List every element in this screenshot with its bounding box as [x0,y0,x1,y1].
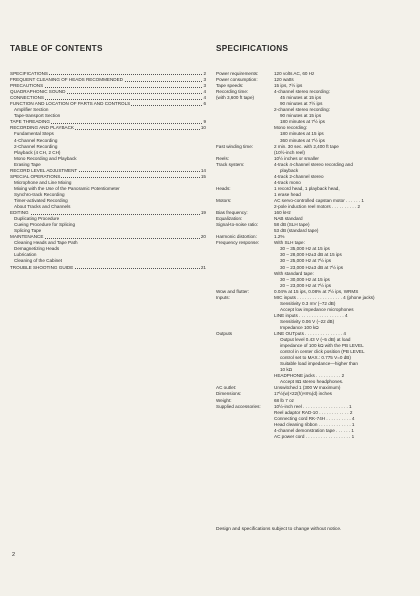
spec-value: With standard tape: [274,270,314,276]
spec-label: Tape speeds: [216,83,244,89]
toc-entry-text: Duplicating Procedure [14,216,60,222]
spec-value: With SLH tape: [274,240,305,246]
toc-entry-text: SPECIAL OPERATIONS [10,173,61,179]
toc-entry-text: Tape-transport Section [14,113,61,119]
spec-label: Weight: [216,397,232,403]
spec-label: (with 3,600 ft tape) [216,95,255,101]
spec-value: 30 – 28,000 Hz±3 dB at 15 ips [280,252,342,258]
toc-entry-text: RECORDING AND PLAYBACK [10,125,74,131]
spec-value: 360 minutes at 7½ ips [280,137,325,143]
spec-values [274,404,416,440]
spec-value: 180 minutes at 15 ips [280,131,324,137]
toc-entry-text: 4-Channel Recording [14,137,58,143]
spec-value: control set to MAX.: 0.775 V=0 dB) [280,355,351,361]
toc-entry-text: Splicing Tape [14,228,42,234]
spec-label: Power consumption: [216,77,258,83]
spec-value: 180 minutes at 7½ ips [280,119,325,125]
toc-entry-text: TROUBLE SHOOTING GUIDE [10,264,74,270]
spec-value: 1 record head, 1 playback head, [274,185,340,191]
toc-entry-text: Fundamental Steps [14,131,54,137]
spec-value: LINE inputs . . . . . . . . . . . . . . . . . . 4 [274,312,348,318]
spec-value: MIC inputs . . . . . . . . . . . . . . . . . . 4 (phone jacks) [274,294,375,300]
toc-heading: TABLE OF CONTENTS [10,44,103,53]
spec-value: 2 min. 30 sec. with 2,400 ft tape [274,143,339,149]
spec-label: Signal-to-noise ratio: [216,222,259,228]
toc-entry-text: 2-Channel Recording [14,143,58,149]
spec-value: 58 dB (SLH tape) [274,222,310,228]
spec-values [274,186,416,198]
spec-label: Power requirements: [216,71,259,76]
spec-value: 30 – 30,000 Hz at 15 ips [280,276,330,282]
toc-entry [10,265,206,271]
spec-value: 17½(w)×22(h)×8¾(d) inches [274,391,332,397]
toc-entry-page: 19 [200,210,206,216]
spec-value: Accept 8Ω stereo headphones. [280,379,344,385]
toc-entry-page: 14 [200,167,206,173]
spec-value: 10½-inch reel . . . . . . . . . . . . . . . . . . 1 [274,403,352,409]
toc-entry-text: Cueing Procedure for Splicing [14,222,76,228]
spec-label: Track system: [216,161,245,167]
spec-value: 30 – 35,000 Hz at 15 ips [280,246,330,252]
spec-label: AC outlet: [216,385,237,391]
page-number: 2 [12,552,16,558]
toc-entry-page: 6 [203,101,206,107]
spec-values [274,198,416,210]
spec-value: 2-pole induction reel motors . . . . . . . . . . 2 [274,204,361,210]
spec-value: 68 lb 7 oz [274,397,294,403]
spec-value: 2-channel stereo recording: [274,107,330,113]
spec-row [216,222,416,234]
spec-value: 10 kΩ [280,367,293,373]
toc-entry-text: Cleaning Heads and Tape Path [14,240,78,246]
spec-values [274,331,416,385]
toc-entry-text: EDITING [10,210,29,216]
toc-entry-page: 9 [203,119,206,125]
spec-value: 4-channel demonstration tape . . . . . . 1 [274,427,354,433]
spec-row [216,144,416,156]
toc-entry-text: Mixing with the Use of the Panoramic Potentiometer [14,185,120,191]
spec-label: Bias frequency: [216,210,248,216]
toc-entry-text: Playback (4 CH, 2 CH) [14,149,61,155]
toc-entry-text: Cleaning of the Cabinet [14,258,63,264]
spec-label: Reels: [216,155,230,161]
spec-value: 20 – 23,000 Hz at 7½ ips [280,282,332,288]
spec-value: 4-channel stereo recording: [274,89,330,95]
spec-value: 120 volts AC, 60 Hz [274,71,315,76]
toc-entry-text: Amplifier Section [14,107,49,113]
toc-entry-text: RECORD LEVEL ADJUSTMENT [10,167,78,173]
spec-value: control in center click position (PB LEVEL [280,349,365,355]
spec-value: Connecting cord RK-74H . . . . . . . . . . 4 [274,415,355,421]
spec-row [216,162,416,186]
spec-value: LINE OUTputs . . . . . . . . . . . . . . . 4 [274,331,346,337]
spec-value: Mono recording: [274,125,308,131]
spec-label: Equalization: [216,216,243,222]
toc-entry-text: Erasing Tape [14,161,41,167]
spec-value: NAB standard [274,216,303,222]
spec-row [216,186,416,198]
spec-row [216,240,416,288]
toc-entry-text: Microphone and Line Mixing [14,179,72,185]
spec-values [274,222,416,234]
specifications-list [216,71,416,440]
spec-label: Outputs [216,331,233,337]
spec-value: 160 kHz [274,210,291,216]
spec-label: Recording time: [216,89,249,95]
spec-value: 15 ips, 7½ ips [274,83,303,89]
toc-entry-text: Demagnetizing Heads [14,246,60,252]
toc-entry-page: 15 [200,173,206,179]
toc-entry-text: Timer-activated Recording [14,197,68,203]
spec-value: 30 – 23,000 Hz±3 dB at 7½ ips [280,264,344,270]
toc-entry-page: 4 [203,95,206,101]
spec-label: Wow and flutter: [216,288,250,294]
toc-entry-text: About Tracks and Channels [14,204,71,210]
spec-value: 4-track mono [274,179,301,185]
spec-values [274,240,416,288]
toc-entry-text: PRECAUTIONS [10,83,44,89]
spec-value: 0.04% at 15 ips, 0.08% at 7½ ips, WRMS [274,288,359,294]
spec-row [216,198,416,210]
spec-value: impedance of 100 kΩ with the PB LEVEL [280,343,364,349]
spec-value: Unswitched 1 (300 W maximum) [274,385,341,391]
toc-entry-page: 21 [200,264,206,270]
spec-value: 53 dB (standard tape) [274,228,319,234]
spec-value: playback [280,167,299,173]
spec-value: 90 minutes at 15 ips [280,113,322,119]
toc-entry-page: 10 [200,125,206,131]
spec-label: Supplied accessories: [216,403,261,409]
toc-entry-text: TAPE THREADING [10,119,50,125]
spec-value: Impedance 100 kΩ [280,324,319,330]
spec-values [274,295,416,331]
spec-row [216,404,416,440]
toc-list [10,71,206,271]
toc-entry-text: SPECIFICATIONS [10,71,48,76]
toc-entry-page: 3 [203,77,206,83]
toc-entry-text: Synchro-track Recording [14,191,65,197]
spec-value: 30 – 25,000 Hz at 7½ ips [280,258,332,264]
spec-value: HEADPHONE jacks . . . . . . . . . . 2 [274,373,345,379]
toc-entry-text: Lubrication [14,252,37,258]
spec-label: Fast winding time: [216,143,254,149]
toc-entry-text: MAINTENANCE [10,234,44,240]
spec-label: Heads: [216,185,231,191]
specifications-heading: SPECIFICATIONS [216,44,289,53]
spec-row [216,331,416,385]
spec-value: 4-track 4-channel stereo recording and [274,161,353,167]
spec-label: Motors: [216,197,232,203]
spec-values [274,95,416,143]
toc-entry-text: Mono Recording and Playback [14,155,77,161]
spec-value: 1.2% [274,234,285,240]
spec-value: 1 erase head [274,191,301,197]
spec-values [274,144,416,156]
spec-row [216,295,416,331]
specifications-footnote: Design and specifications subject to change without notice. [216,527,342,532]
spec-label: Inputs: [216,294,230,300]
toc-entry-page: 20 [200,234,206,240]
spec-label: Frequency response: [216,240,260,246]
spec-value: Head cleaning ribbon . . . . . . . . . . . . . 1 [274,421,355,427]
spec-row [216,95,416,143]
spec-value: Sensitivity 0.06 V (–22 dB) [280,318,335,324]
spec-value: Accept low impedance microphones [280,306,354,312]
toc-entry-page: 3 [203,83,206,89]
spec-value: Reel adaptor RAD-10 . . . . . . . . . . . . 2 [274,409,353,415]
spec-value: Suitable load impedance—higher than [280,361,358,367]
spec-value: Sensitivity 0.3 mV (–72 dB) [280,300,336,306]
toc-entry-text: CONNECTIONS [10,95,44,101]
toc-entry-page: 4 [203,89,206,95]
toc-entry-text: FREQUENT CLEANING OF HEADS RECOMMENDED [10,77,123,83]
spec-value: AC servo-controlled capstan motor . . . . . . 1 [274,197,364,203]
toc-entry-page: 2 [203,71,206,76]
spec-value: 4-track 2-channel stereo [274,173,324,179]
spec-label: Dimensions: [216,391,242,397]
spec-value: 120 watts [274,77,294,83]
spec-value: 90 minutes at 7½ ips [280,101,323,107]
spec-values [274,162,416,186]
spec-value: Output level 0.43 V (–5 dB) at load [280,337,351,343]
spec-value: 45 minutes at 15 ips [280,95,322,101]
spec-label: Harmonic distortion: [216,234,257,240]
toc-entry-text: QUADRAPHONIC SOUND [10,89,66,95]
toc-entry-text: FUNCTION AND LOCATION OF PARTS AND CONTROLS [10,101,131,107]
spec-value: 10½ inches or smaller [274,155,319,161]
spec-value: AC power cord . . . . . . . . . . . . . . . . . . 1 [274,433,355,439]
spec-value: (10½-inch reel) [274,149,305,155]
